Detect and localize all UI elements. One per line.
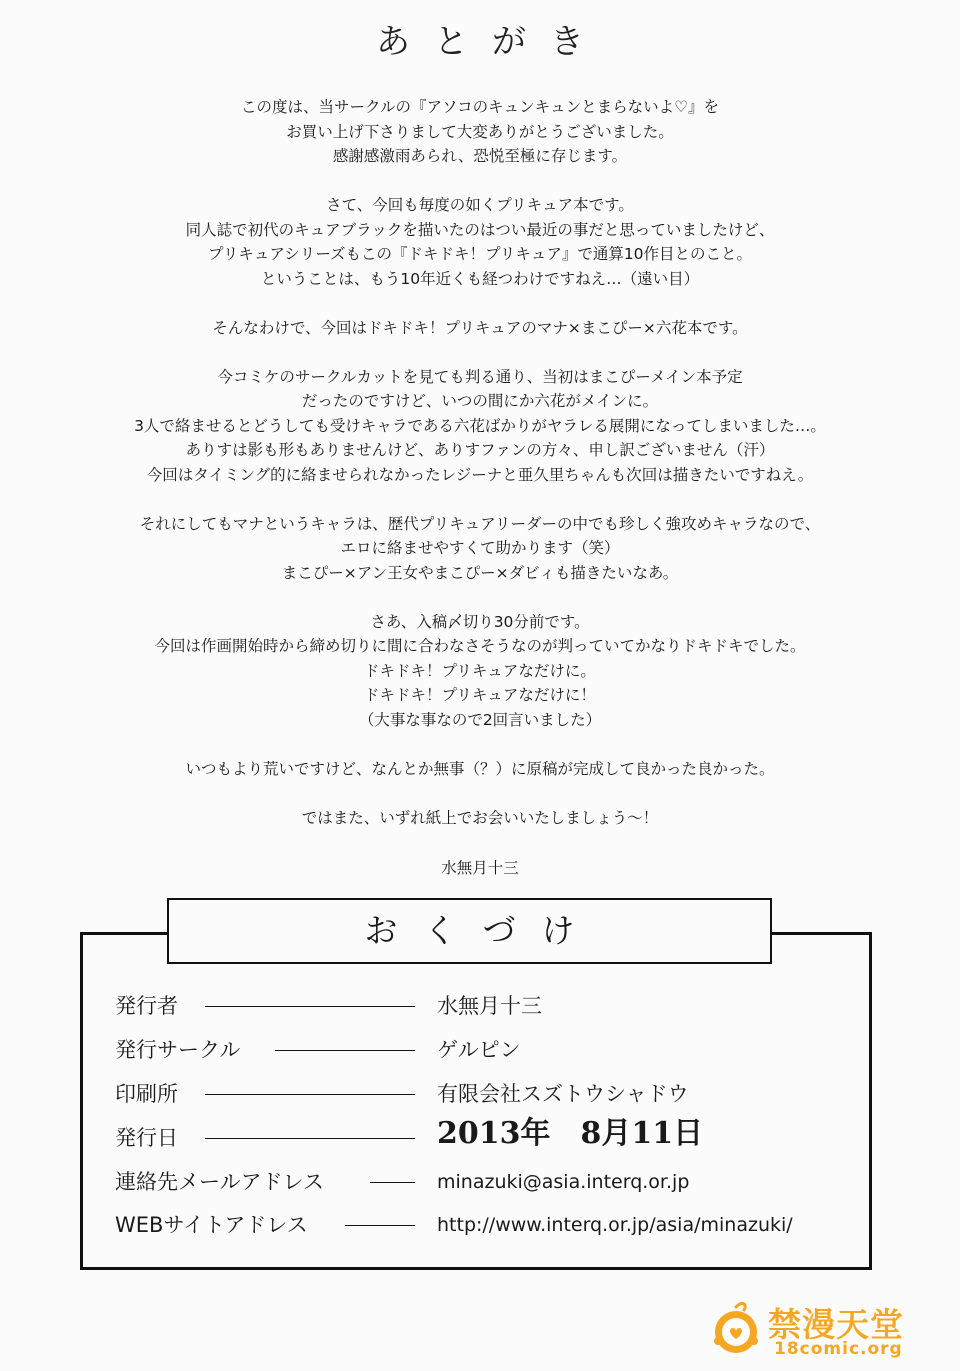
afterword-line: 今回は作画開始時から締め切りに間に合わなさそうなのが判っていてかなりドキドキでした。 [154, 637, 806, 655]
leader-line [275, 1050, 415, 1051]
afterword-line: お買い上げ下さりまして大変ありがとうございました。 [286, 122, 674, 141]
colophon-value: minazuki@asia.interq.or.jp [437, 1171, 690, 1193]
afterword-line: プリキュアシリーズもこの『ドキドキ！プリキュア』で通算10作目とのこと。 [207, 245, 753, 263]
afterword-line: 今コミケのサークルカットを見ても判る通り、当初はまこぴーメイン本予定 [217, 367, 743, 386]
afterword-line: ではまた、いずれ紙上でお会いいたしましょう～！ [301, 808, 659, 827]
site-watermark [708, 1297, 948, 1363]
afterword-line: まこぴー×アン王女やまこぴー×ダビィも描きたいなあ。 [281, 563, 679, 582]
leader-line [345, 1225, 415, 1226]
watermark-url: 18comic.org [774, 1339, 903, 1359]
colophon-label: 発行日 [115, 1126, 178, 1150]
afterword-line: （大事な事なので2回言いました） [358, 710, 602, 729]
afterword-paragraph [40, 512, 920, 586]
afterword-line: エロに絡ませやすくて助かります（笑） [340, 539, 620, 557]
colophon-label: 発行者 [115, 994, 178, 1018]
afterword-paragraph [40, 316, 920, 341]
colophon-row-circle [115, 1032, 855, 1068]
colophon-label: 連絡先メールアドレス [115, 1170, 324, 1194]
afterword-paragraph [40, 610, 920, 733]
afterword-line: そんなわけで、今回はドキドキ！プリキュアのマナ×まこぴー×六花本です。 [212, 318, 748, 337]
colophon-value: http://www.interq.or.jp/asia/minazuki/ [437, 1214, 793, 1236]
afterword-paragraph [40, 806, 920, 831]
afterword-line: 同人誌で初代のキュアブラックを描いたのはつい最近の事だと思っていましたけど、 [185, 220, 775, 239]
leader-line [205, 1006, 415, 1007]
watermark-name: 禁漫天堂 [768, 1305, 904, 1344]
afterword-line: ということは、もう10年近くも経つわけですねえ…（遠い目） [260, 269, 700, 288]
colophon-label: 印刷所 [115, 1082, 178, 1106]
colophon-row-date [115, 1116, 855, 1156]
afterword-line: ありすは影も形もありませんけど、ありすファンの方々、申し訳ございません（汗） [185, 441, 775, 459]
afterword-paragraph [40, 95, 920, 169]
afterword-paragraph [40, 365, 920, 488]
afterword-line: この度は、当サークルの『アソコのキュンキュンとまらないよ♡』を [240, 98, 720, 116]
colophon-row-printer [115, 1076, 855, 1112]
leader-line [370, 1182, 415, 1183]
leader-line [205, 1094, 415, 1095]
colophon-row-email [115, 1164, 855, 1200]
colophon-label: 発行サークル [115, 1038, 241, 1062]
afterword-line: それにしてもマナというキャラは、歴代プリキュアリーダーの中でも珍しく強攻めキャラなので、 [139, 514, 821, 533]
afterword-body [40, 95, 920, 855]
afterword-line: いつもより荒いですけど、なんとか無事（？）に原稿が完成して良かった良かった。 [185, 759, 775, 778]
afterword-line: ドキドキ！プリキュアなだけに！ [364, 686, 596, 704]
afterword-line: さて、今回も毎度の如くプリキュア本です。 [326, 196, 634, 214]
colophon-row-website [115, 1207, 855, 1243]
colophon-row-publisher [115, 988, 855, 1024]
afterword-paragraph [40, 757, 920, 782]
author-signature: 水無月十三 [441, 859, 519, 877]
mascot-logo-icon [708, 1301, 764, 1357]
afterword-line: 3人で絡ませるとどうしても受けキャラである六花ばかりがヤラレる展開になってしまいました…。 [134, 416, 826, 435]
colophon-title: おくづけ [167, 898, 772, 964]
afterword-line: さあ、入稿〆切り30分前です。 [370, 612, 590, 631]
colophon-value: 2013年 8月11日 [437, 1116, 704, 1151]
afterword-line: ドキドキ！プリキュアなだけに。 [364, 661, 596, 680]
colophon-label: WEBサイトアドレス [115, 1213, 308, 1237]
colophon-value: ゲルピン [437, 1038, 521, 1062]
afterword-line: 感謝感激雨あられ、恐悦至極に存じます。 [332, 147, 628, 165]
colophon-value: 有限会社スズトウシャドウ [437, 1082, 689, 1106]
afterword-line: だったのですけど、いつの間にか六花がメインに。 [301, 392, 659, 410]
afterword-paragraph [40, 193, 920, 291]
afterword-line: 今回はタイミング的に絡ませられなかったレジーナと亜久里ちゃんも次回は描きたいですねえ。 [146, 465, 814, 484]
leader-line [205, 1138, 415, 1139]
colophon-value: 水無月十三 [437, 994, 542, 1018]
afterword-title: あとがき [376, 22, 608, 62]
